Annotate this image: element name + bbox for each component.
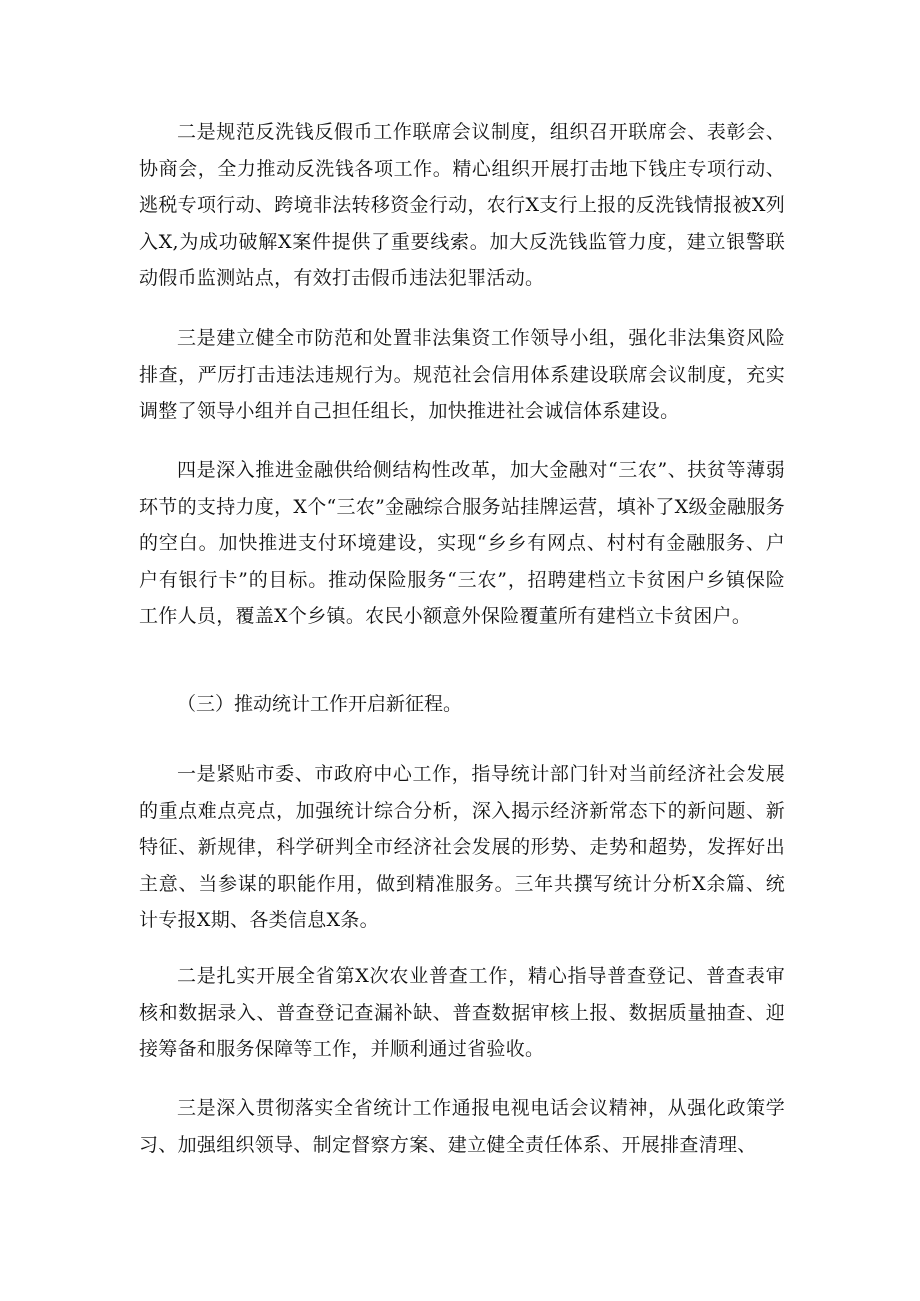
section-heading-statistics: （三）推动统计工作开启新征程。 [177, 693, 463, 715]
paragraph-statistics-analysis: 一是紧贴市委、市政府中心工作，指导统计部门针对当前经济社会发展的重点难点亮点，加强统计综合分析，深入揭示经济新常态下的新问题、新特征、新规律，科学研判全市经济社会发展的形势、走势和超势，发挥好出主意、当参谋的职能作用，做到精准服务。三年共撰写统计分析X余篇、统计专报X期、各类信息X条。 [139, 763, 785, 931]
paragraph-statistics-conference: 三是深入贯彻落实全省统计工作通报电视电话会议精神，从强化政策学习、加强组织领导、制定督察方案、建立健全责任体系、开展排查清理、 [139, 1097, 785, 1156]
paragraph-illegal-fundraising: 三是建立健全市防范和处置非法集资工作领导小组，强化非法集资风险排查，严厉打击违法违规行为。规范社会信用体系建设联席会议制度，充实调整了领导小组并自己担任组长，加快推进社会诚信体系建设。 [139, 327, 785, 422]
paragraph-financial-reform: 四是深入推进金融供给侧结构性改革，加大金融对“三农”、扶贫等薄弱环节的支持力度，X个“三农”金融综合服务站挂牌运营，填补了X级金融服务的空白。加快推进支付环境建设，实现“乡乡有网点、村村有金融服务、户户有银行卡”的目标。推动保险服务“三农”，招聘建档立卡贫困户乡镇保险工作人员，覆盖X个乡镇。农民小额意外保险覆董所有建档立卡贫困户。 [139, 459, 785, 627]
paragraph-anti-money-laundering: 二是规范反洗钱反假币工作联席会议制度，组织召开联席会、表彰会、协商会，全力推动反洗钱各项工作。精心组织开展打击地下钱庄专项行动、逃税专项行动、跨境非法转移资金行动，农行X支行上报的反洗钱情报被X列入X,为成功破解X案件提供了重要线索。加大反洗钱监管力度，建立银警联动假币监测站点，有效打击假币违法犯罪活动。 [139, 121, 785, 289]
paragraph-agricultural-census: 二是扎实开展全省第X次农业普查工作，精心指导普查登记、普查表审核和数据录入、普查登记查漏补缺、普查数据审核上报、数据质量抽查、迎接筹备和服务保障等工作，并顺利通过省验收。 [139, 965, 785, 1060]
